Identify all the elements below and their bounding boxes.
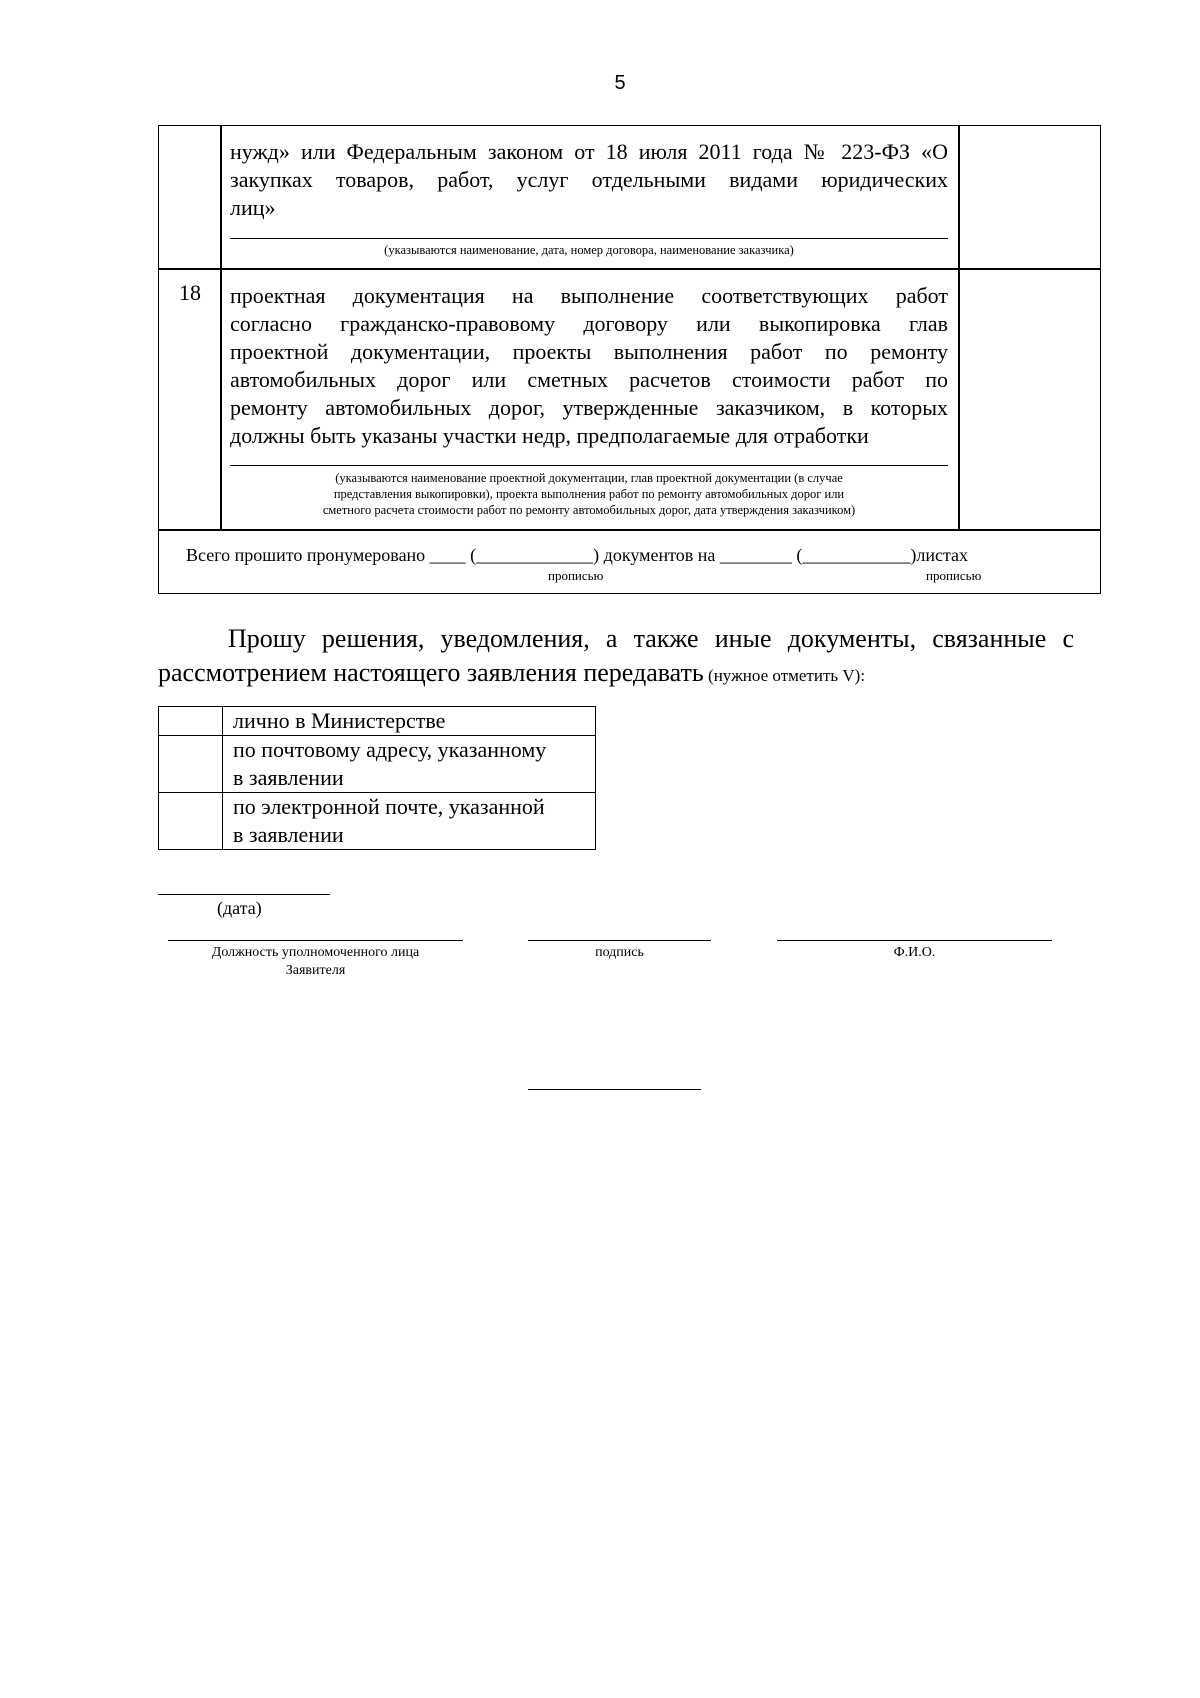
option-checkbox[interactable] [159,707,223,736]
page-number: 5 [614,72,626,94]
fill-in-line [230,238,948,239]
position-label [168,944,463,980]
table-row-18-text [230,282,948,450]
signature-fill-line [528,940,711,941]
field-hint-line: (указываются наименование проектной документации, глав проектной документации (в случае [335,471,843,485]
fill-in-line [230,465,948,466]
position-label-line: Заявителя [285,963,346,978]
date-label: (дата) [217,898,262,918]
request-paragraph [158,622,1074,693]
option-label-line: по электронной почте, указанной [233,794,545,819]
end-divider [528,1089,701,1090]
field-hint-line: сметного расчета стоимости работ по ремонту автомобильных дорог, дата утверждения заказчиком) [322,503,856,517]
option-checkbox[interactable] [159,736,223,793]
row-text-line: нужд» или Федеральным законом от 18 июля 2011 года № 223-ФЗ «О [230,139,948,164]
name-fill-line [777,940,1052,941]
table-row-continued-text [230,138,948,222]
request-line: Прошу решения, уведомления, а также иные документы, связанные с [228,624,1074,653]
total-documents-line: Всего прошито пронумеровано ____ (_____________) документов на ________ (____________)листах [186,545,969,565]
option-label [223,736,596,793]
table-row-divider [159,529,1100,531]
delivery-options-table [158,706,596,850]
total-note-left: прописью [548,568,604,583]
total-note-right: прописью [926,568,982,583]
row-text-line: ремонту автомобильных дорог, утвержденные заказчиком, в которых [230,395,948,420]
request-line: рассмотрением настоящего заявления передавать [158,658,704,687]
name-label: Ф.И.О. [893,945,936,960]
documents-table [158,125,1101,594]
option-label-line: в заявлении [233,822,344,847]
option-checkbox[interactable] [159,793,223,850]
delivery-option-row [159,736,596,793]
field-hint-line: представления выкопировки), проекта выполнения работ по ремонту автомобильных дорог или [333,487,845,501]
option-label-line: в заявлении [233,765,344,790]
table-column-divider [958,126,960,530]
request-hint: (нужное отметить V): [703,666,866,685]
position-fill-line [168,940,463,941]
row-text-line: автомобильных дорог или сметных расчетов стоимости работ по [230,367,948,392]
delivery-option-row [159,707,596,736]
option-label [223,793,596,850]
table-column-divider [220,126,222,530]
delivery-option-row [159,793,596,850]
option-label-line: лично в Министерстве [233,708,446,733]
signature-label: подпись [595,945,644,960]
option-label-line: по почтовому адресу, указанному [233,737,547,762]
field-hint [230,470,948,518]
row-text-line: лиц» [230,195,276,220]
row-text-line: проектная документация на выполнение соответствующих работ [230,283,948,308]
row-text-line: закупках товаров, работ, услуг отдельными видами юридических [230,167,948,192]
option-label [223,707,596,736]
row-text-line: должны быть указаны участки недр, предполагаемые для отработки [230,423,869,448]
position-label-line: Должность уполномоченного лица [211,945,420,960]
row-text-line: согласно гражданско-правовому договору или выкопировка глав [230,311,948,336]
table-row-divider [159,268,1100,270]
row-text-line: проектной документации, проекты выполнения работ по ремонту [230,339,948,364]
row-number: 18 [179,280,201,305]
field-hint: (указываются наименование, дата, номер договора, наименование заказчика) [384,243,794,257]
date-fill-line [158,894,330,895]
